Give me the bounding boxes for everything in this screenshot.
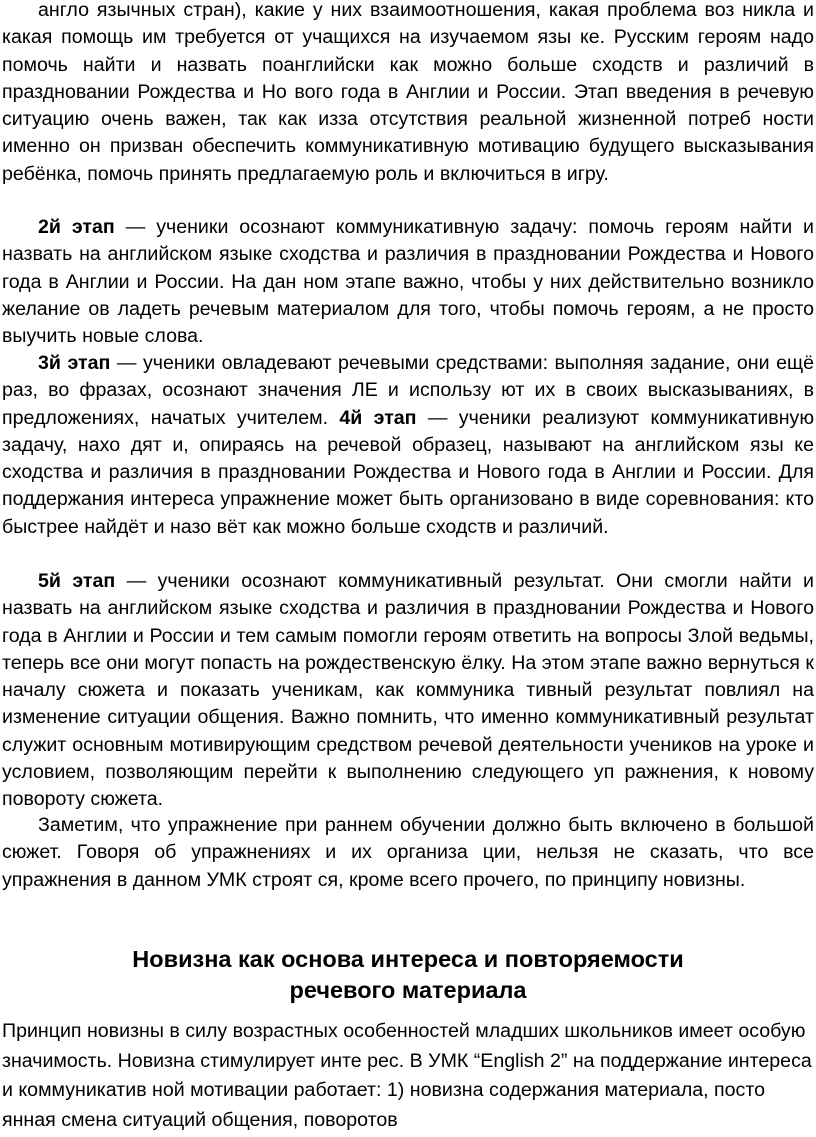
paragraph-text: — ученики овладевают речевыми средствами: выполняя задание, они ещё раз, во фразах, осознают значения ЛЕ и использу ют их в своих высказываниях, в предложениях, начатых учителем. (2, 352, 814, 429)
paragraph-text: англо язычных стран), какие у них взаимоотношения, какая проблема воз никла и какая помощь им требуется от учащихся на изучаемом язы ке. Русским героям надо помочь найти и назвать поанглийски как можно больше сходств и различий в праздновании Рождества и Но вого года в Англии и России. Этап введения в речевую ситуацию очень важен, так как изза отсутствия реальной жизненной потреб ности именно он призван обеспечить коммуникативную мотивацию будущего высказывания ребёнка, помочь принять предлагаемую роль и включиться в игру. (2, 0, 814, 185)
section-heading-line-1: Новизна как основа интереса и повторяемости (132, 946, 684, 972)
stage-5-label: 5й этап (38, 570, 116, 592)
paragraph-stage-2 (0, 214, 816, 350)
paragraph-text: Принцип новизны в силу возрастных особенностей младших школьников имеет особую значимость. Новизна стимулирует инте рес. В УМК “English 2” на поддержание интереса и коммуникатив ной мотивации работает: 1) новизна содержания материала, посто янная смена ситуаций общения, поворотов (2, 1020, 812, 1131)
paragraph-conclusion (0, 812, 816, 894)
paragraph-text: — ученики осознают коммуникативный результат. Они смогли найти и назвать на английском языке сходства и различия в праздновании Рождества и Нового года в Англии и России и тем самым помогли героям ответить на вопросы Злой ведьмы, теперь все они могут попасть на рождественскую ёлку. На этом этапе важно вернуться к началу сюжета и показать ученикам, как коммуника тивный результат повлиял на изменение ситуации общения. Важно помнить, что именно коммуникативный результат служит основным мотивирующим средством речевой деятельности учеников на уроке и условием, позволяющим перейти к выполнению следующего уп ражнения, к новому повороту сюжета. (2, 570, 814, 811)
paragraph-text: — ученики осознают коммуникативную задачу: помочь героям найти и назвать на английском языке сходства и различия в праздновании Рождества и Нового года в Англии и России. На дан ном этапе важно, чтобы у них действительно возникло желание ов ладеть речевым материалом для того, чтобы помочь героям, а не просто выучить новые слова. (2, 216, 815, 348)
stage-3-label: 3й этап (38, 352, 111, 374)
stage-4-label: 4й этап (339, 406, 417, 429)
paragraph-text: — ученики реализуют коммуникативную задачу, нахо дят и, опираясь на речевой образец, называют на английском язы ке сходства и различия в праздновании Рождества и Нового года в Англии и России. Для поддержания интереса упражнение может быть организовано в виде соревнования: кто быстрее найдёт и назо вёт как можно больше сходств и различий. (2, 406, 815, 538)
paragraph-stage-5 (0, 568, 816, 814)
paragraph-intro-continuation (0, 0, 816, 188)
section-heading (0, 944, 816, 1006)
section-heading-line-2: речевого материала (289, 977, 527, 1003)
stage-2-label: 2й этап (38, 216, 115, 238)
paragraph-stage-3-4 (0, 350, 816, 541)
paragraph-novelty-principle (0, 1017, 816, 1135)
paragraph-text: Заметим, что упражнение при раннем обучении должно быть включено в большой сюжет. Говоря об упражнениях и их организа ции, нельзя не сказать, что все упражнения в данном УМК строят ся, кроме всего прочего, по принципу новизны. (2, 814, 814, 891)
